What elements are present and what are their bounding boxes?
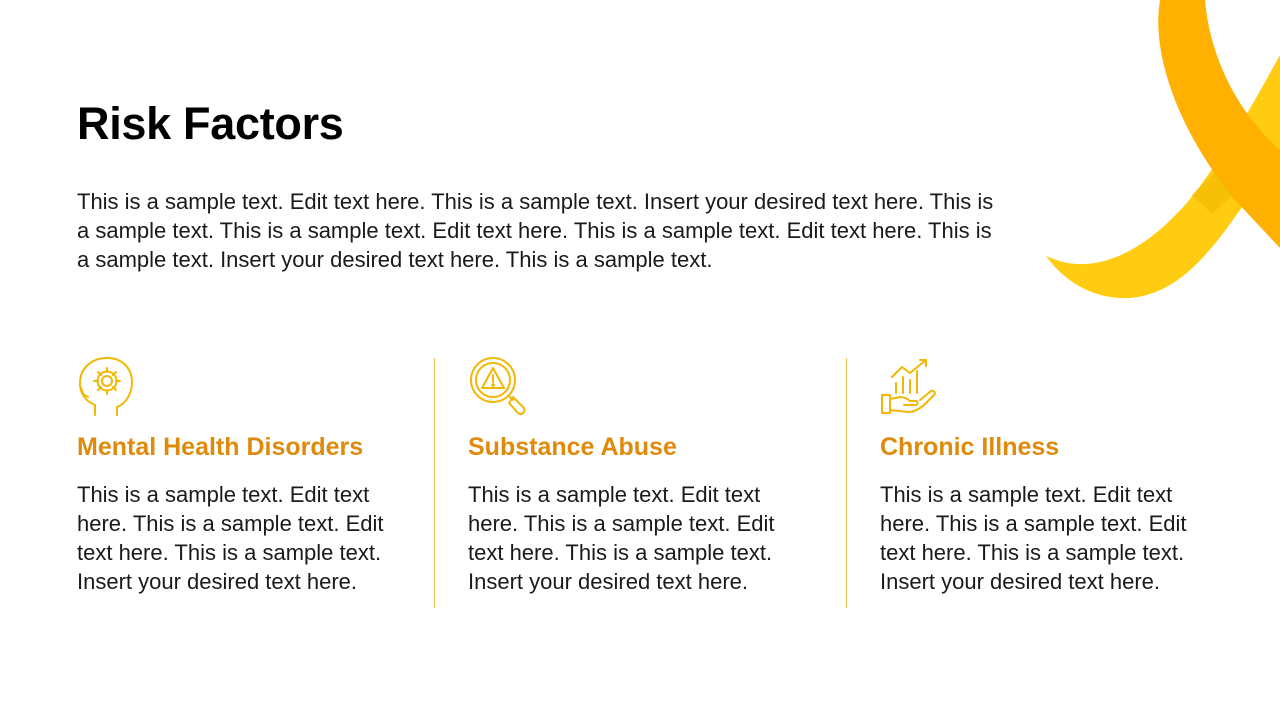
column-text: This is a sample text. Edit text here. This is a sample text. Edit text here. This is a sample text. Insert your desired text here. (77, 482, 384, 594)
hand-growth-chart-icon (880, 355, 940, 417)
page-title: Risk Factors (77, 98, 344, 149)
risk-factor-substance-abuse (468, 355, 803, 594)
risk-factor-chronic-illness (880, 355, 1215, 594)
column-text: This is a sample text. Edit text here. This is a sample text. Edit text here. This is a sample text. Insert your desired text here. (468, 482, 775, 594)
column-text: This is a sample text. Edit text here. This is a sample text. Edit text here. This is a sample text. Insert your desired text here. (880, 482, 1187, 594)
intro-paragraph: This is a sample text. Edit text here. This is a sample text. Insert your desired text here. This is a sample text. This is a sample text. Edit text here. This is a sample text. Edit text here. This is a sample text. Insert your desired text here. This is a sample text. (77, 189, 994, 272)
head-gear-icon (77, 355, 137, 417)
column-heading: Substance Abuse (468, 433, 677, 461)
column-heading: Chronic Illness (880, 433, 1060, 461)
risk-factor-mental-health (77, 355, 412, 594)
magnifier-warning-icon (468, 355, 528, 417)
column-divider (846, 358, 847, 608)
awareness-ribbon-icon (1040, 0, 1280, 305)
column-heading: Mental Health Disorders (77, 433, 364, 461)
column-divider (434, 358, 435, 608)
